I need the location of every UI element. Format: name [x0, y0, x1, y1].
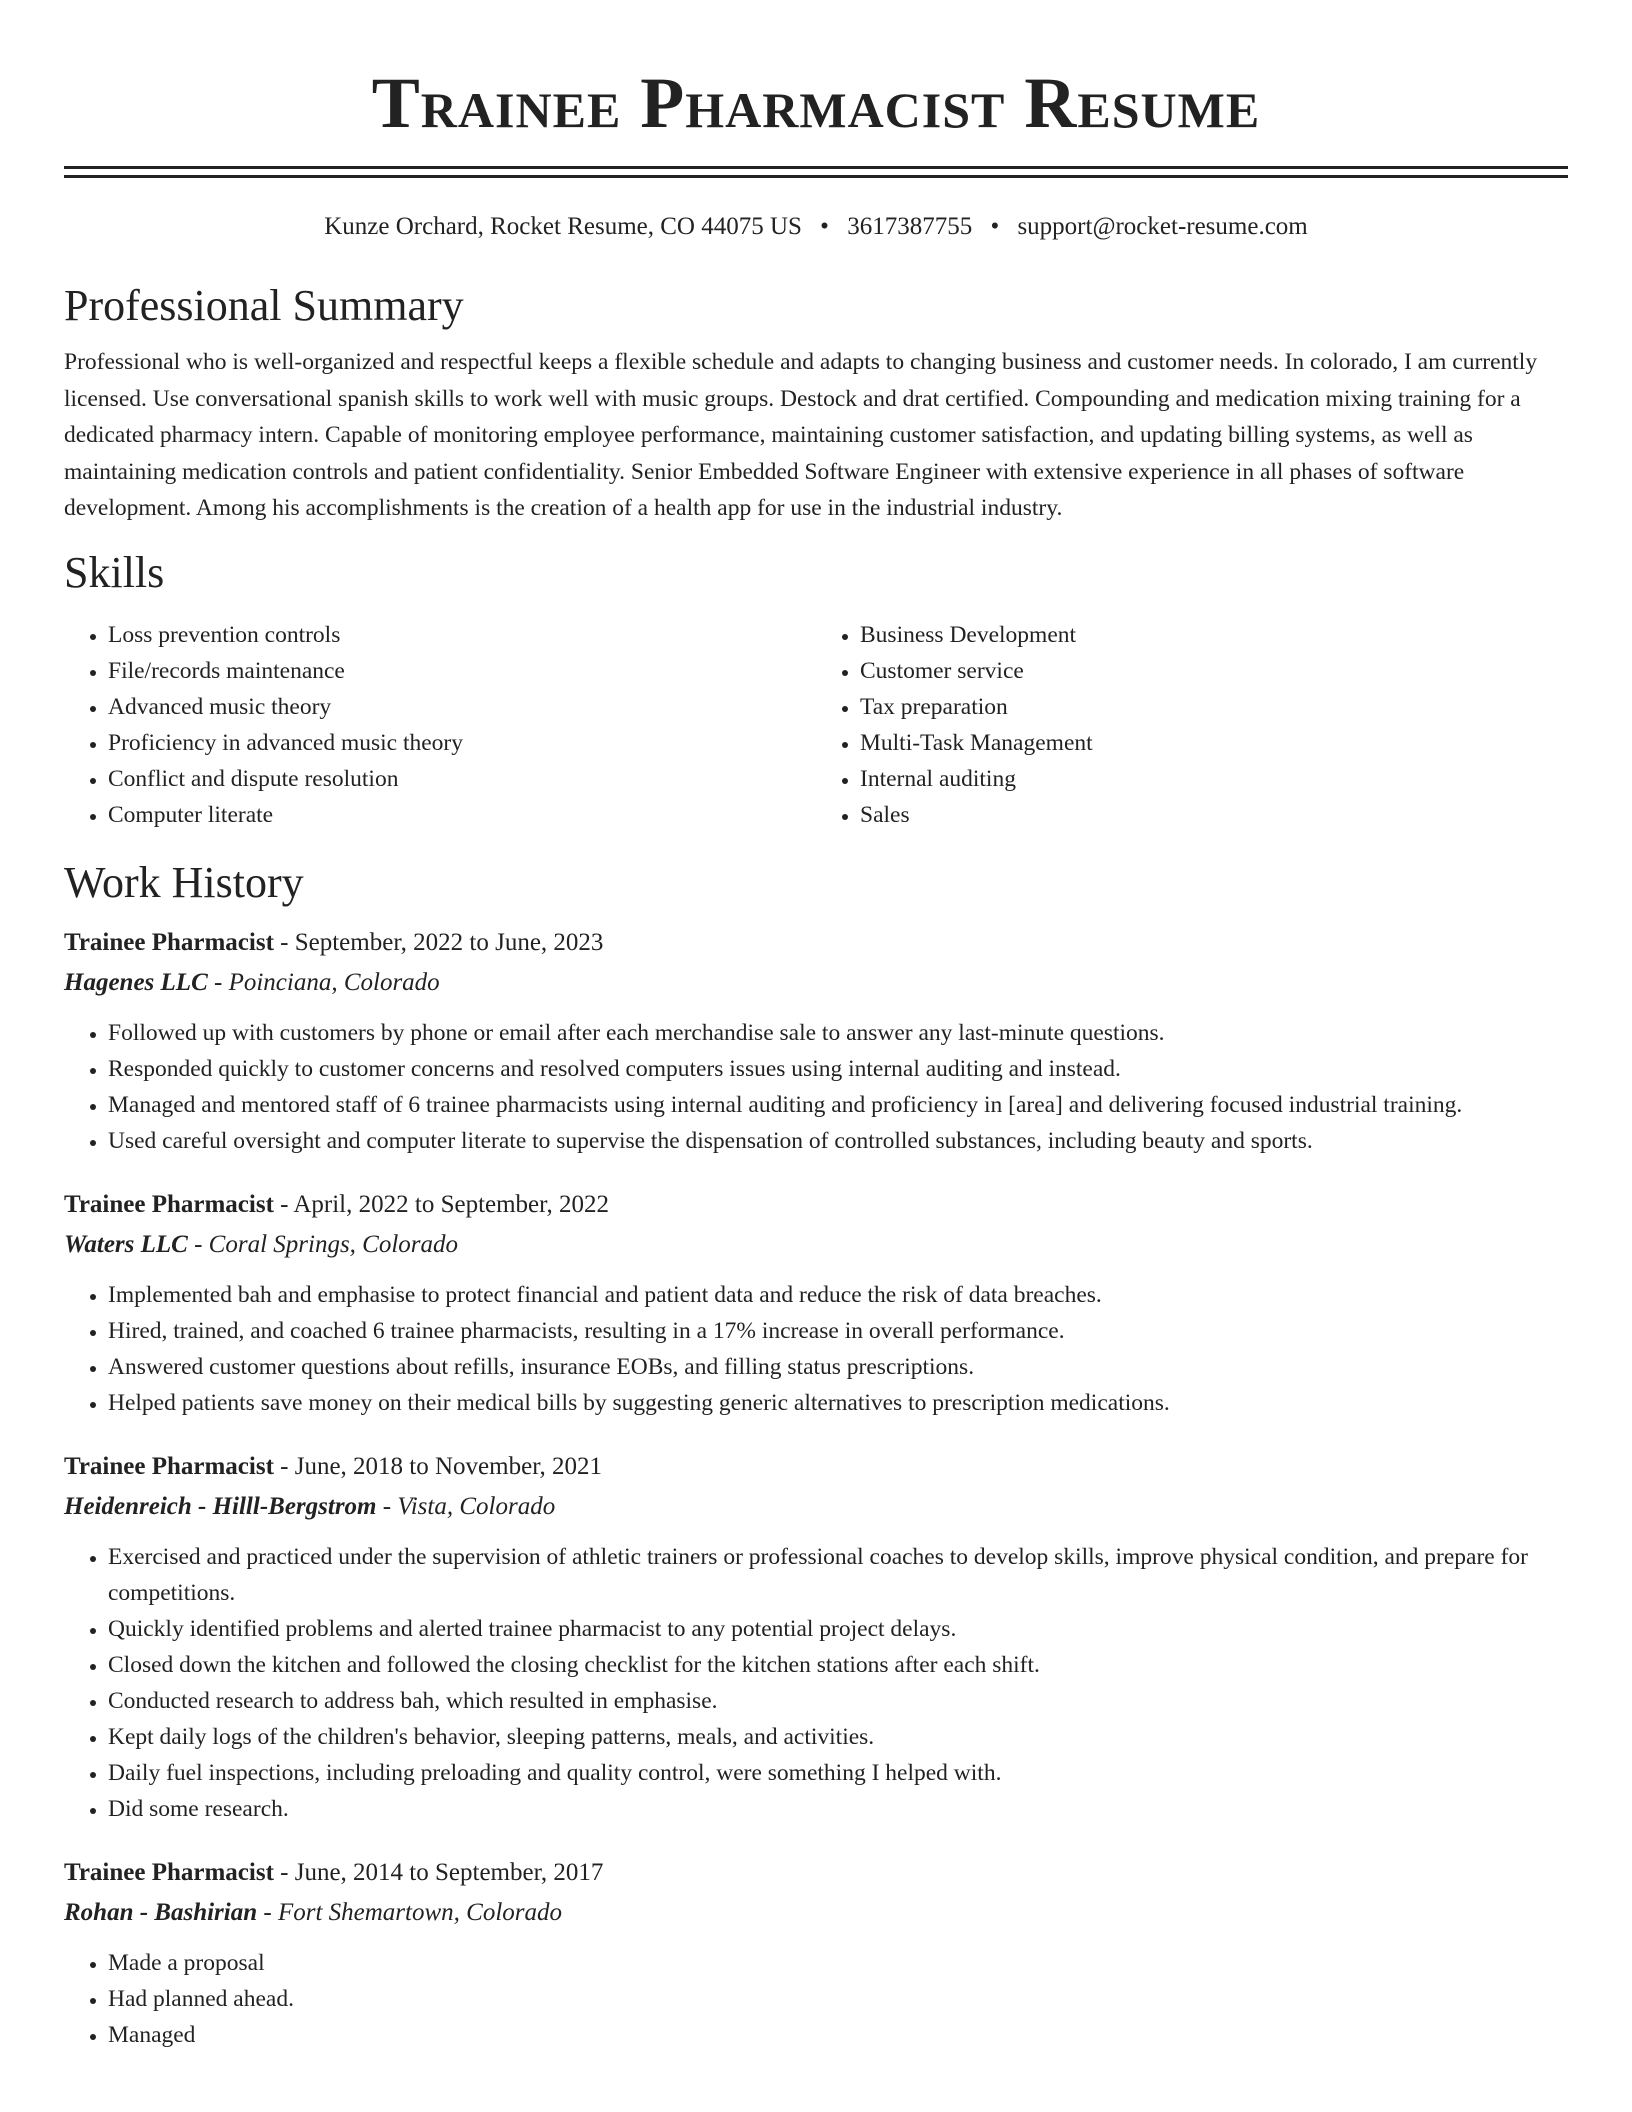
contact-separator: • [820, 213, 829, 240]
skill-item: • Proficiency in advanced music theory [108, 725, 816, 761]
title-divider-top [64, 166, 1568, 169]
company-line [64, 1227, 1568, 1263]
skill-item: • Tax preparation [860, 689, 1568, 725]
skill-item: • Advanced music theory [108, 689, 816, 725]
duty-item: • Responded quickly to customer concerns and resolved computers issues using internal auditing and instead. [108, 1051, 1568, 1087]
contact-separator: • [990, 213, 1000, 240]
duty-item: • Helped patients save money on their medical bills by suggesting generic alternatives to prescription medications. [108, 1385, 1568, 1421]
job-dates: - April, 2022 to September, 2022 [273, 1190, 609, 1218]
contact-address: Kunze Orchard, Rocket Resume, CO 44075 US [324, 213, 802, 240]
skills-column-right [816, 617, 1568, 833]
contact-phone: 3617387755 [847, 213, 973, 240]
job-title: Trainee Pharmacist [64, 1452, 274, 1480]
duty-item: • Daily fuel inspections, including preloading and quality control, were something I helped with. [108, 1755, 1568, 1791]
company-name: Waters LLC [64, 1230, 188, 1258]
duty-item: • Exercised and practiced under the supervision of athletic trainers or professional coaches to develop skills, improve physical condition, and prepare for competitions. [108, 1539, 1568, 1611]
job-title-line [64, 925, 1568, 961]
duty-item: • Quickly identified problems and alerted trainee pharmacist to any potential project delays. [108, 1611, 1568, 1647]
skill-item: • Conflict and dispute resolution [108, 761, 816, 797]
duty-item: • Hired, trained, and coached 6 trainee pharmacists, resulting in a 17% increase in overall performance. [108, 1313, 1568, 1349]
company-line [64, 1489, 1568, 1525]
company-name: Rohan - Bashirian [64, 1898, 258, 1926]
job-title-line [64, 1187, 1568, 1223]
skill-item: • Computer literate [108, 797, 816, 833]
job-duties [64, 1539, 1568, 1827]
work-history-heading: Work History [64, 857, 304, 907]
skill-item: • File/records maintenance [108, 653, 816, 689]
skills-heading: Skills [64, 547, 165, 597]
title-divider-bottom [64, 175, 1568, 178]
job-duties [64, 1015, 1568, 1159]
job-duties [64, 1945, 1568, 2053]
duty-item: • Managed and mentored staff of 6 trainee pharmacists using internal auditing and proficiency in [area] and delivering focused industrial training. [108, 1087, 1568, 1123]
job-entry [64, 1449, 1568, 1827]
job-entry [64, 1855, 1568, 2053]
job-entry [64, 1187, 1568, 1421]
job-dates: - September, 2022 to June, 2023 [273, 928, 604, 956]
duty-item: • Closed down the kitchen and followed the closing checklist for the kitchen stations after each shift. [108, 1647, 1568, 1683]
company-name: Hagenes LLC [64, 968, 208, 996]
job-entry [64, 925, 1568, 1159]
skill-item: • Multi-Task Management [860, 725, 1568, 761]
skill-item: • Business Development [860, 617, 1568, 653]
duty-item: • Conducted research to address bah, which resulted in emphasise. [108, 1683, 1568, 1719]
duty-item: • Kept daily logs of the children's behavior, sleeping patterns, meals, and activities. [108, 1719, 1568, 1755]
job-title: Trainee Pharmacist [64, 928, 274, 956]
skill-item: • Customer service [860, 653, 1568, 689]
duty-item: • Answered customer questions about refills, insurance EOBs, and filling status prescriptions. [108, 1349, 1568, 1385]
duty-item: • Used careful oversight and computer literate to supervise the dispensation of controlled substances, including beauty and sports. [108, 1123, 1568, 1159]
job-dates: - June, 2014 to September, 2017 [273, 1858, 604, 1886]
duty-item: • Had planned ahead. [108, 1981, 1568, 2017]
company-location: - Vista, Colorado [376, 1492, 556, 1520]
contact-email: support@rocket-resume.com [1017, 213, 1308, 240]
job-title: Trainee Pharmacist [64, 1190, 274, 1218]
duty-item: • Made a proposal [108, 1945, 1568, 1981]
job-title-line [64, 1449, 1568, 1485]
skills-list [64, 617, 1568, 833]
duty-item: • Managed [108, 2017, 1568, 2053]
job-title-line [64, 1855, 1568, 1891]
skill-item: • Sales [860, 797, 1568, 833]
job-duties [64, 1277, 1568, 1421]
company-location: - Poinciana, Colorado [207, 968, 440, 996]
company-line [64, 1895, 1568, 1931]
job-title: Trainee Pharmacist [64, 1858, 274, 1886]
skill-item: • Internal auditing [860, 761, 1568, 797]
duty-item: • Implemented bah and emphasise to protect financial and patient data and reduce the risk of data breaches. [108, 1277, 1568, 1313]
skill-item: • Loss prevention controls [108, 617, 816, 653]
skills-column-left [64, 617, 816, 833]
summary-heading: Professional Summary [64, 281, 464, 330]
duty-item: • Did some research. [108, 1791, 1568, 1827]
summary-text: Professional who is well-organized and respectful keeps a flexible schedule and adapts to changing business and customer needs. In colorado, I am currently licensed. Use conversational spanish skills to work well with music groups. Destock and drat certified. Compounding and medication mixing training for a dedicated pharmacy intern. Capable of monitoring employee performance, maintaining customer satisfaction, and updating billing systems, as well as maintaining medication controls and patient confidentiality. Senior Embedded Software Engineer with extensive experience in all phases of software development. Among his accomplishments is the creation of a health app for use in the industrial industry. [64, 349, 1538, 521]
company-location: - Fort Shemartown, Colorado [257, 1898, 563, 1926]
contact-line [64, 212, 1568, 242]
company-name: Heidenreich - Hilll-Bergstrom [64, 1492, 377, 1520]
duty-item: • Followed up with customers by phone or email after each merchandise sale to answer any last-minute questions. [108, 1015, 1568, 1051]
job-dates: - June, 2018 to November, 2021 [273, 1452, 603, 1480]
company-line [64, 965, 1568, 1001]
resume-title: Trainee Pharmacist Resume [371, 63, 1261, 143]
company-location: - Coral Springs, Colorado [187, 1230, 459, 1258]
